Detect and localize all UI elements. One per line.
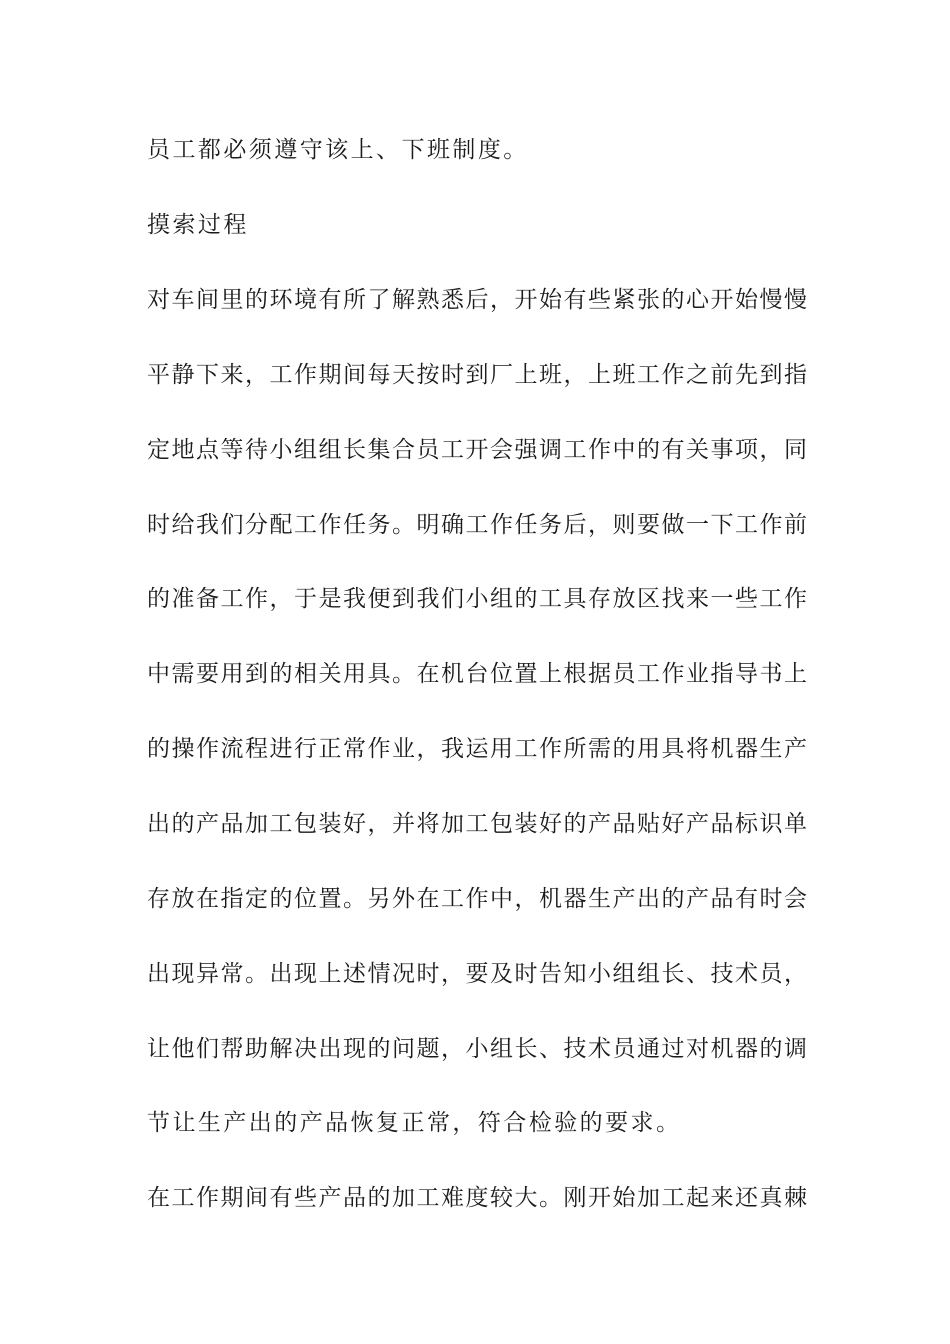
text-line: 的操作流程进行正常作业，我运用工作所需的用具将机器生产 — [147, 736, 807, 762]
text-line: 对车间里的环境有所了解熟悉后，开始有些紧张的心开始慢慢 — [147, 287, 807, 313]
text-line: 定地点等待小组组长集合员工开会强调工作中的有关事项，同 — [147, 437, 807, 463]
text-line: 的准备工作，于是我便到我们小组的工具存放区找来一些工作 — [147, 586, 807, 612]
text-line: 出的产品加工包装好，并将加工包装好的产品贴好产品标识单 — [147, 811, 807, 837]
text-line: 节让生产出的产品恢复正常，符合检验的要求。 — [147, 1110, 682, 1136]
text-line: 平静下来，工作期间每天按时到厂上班，上班工作之前先到指 — [147, 362, 807, 388]
text-line: 让他们帮助解决出现的问题，小组长、技术员通过对机器的调 — [147, 1036, 807, 1062]
text-line: 出现异常。出现上述情况时，要及时告知小组组长、技术员， — [147, 961, 807, 987]
text-line: 中需要用到的相关用具。在机台位置上根据员工作业指导书上 — [147, 661, 807, 687]
section-heading: 摸索过程 — [147, 212, 249, 238]
text-line: 员工都必须遵守该上、下班制度。 — [147, 137, 529, 163]
text-line: 在工作期间有些产品的加工难度较大。刚开始加工起来还真棘 — [147, 1185, 807, 1211]
text-line: 存放在指定的位置。另外在工作中，机器生产出的产品有时会 — [147, 886, 807, 912]
text-line: 时给我们分配工作任务。明确工作任务后，则要做一下工作前 — [147, 512, 807, 538]
